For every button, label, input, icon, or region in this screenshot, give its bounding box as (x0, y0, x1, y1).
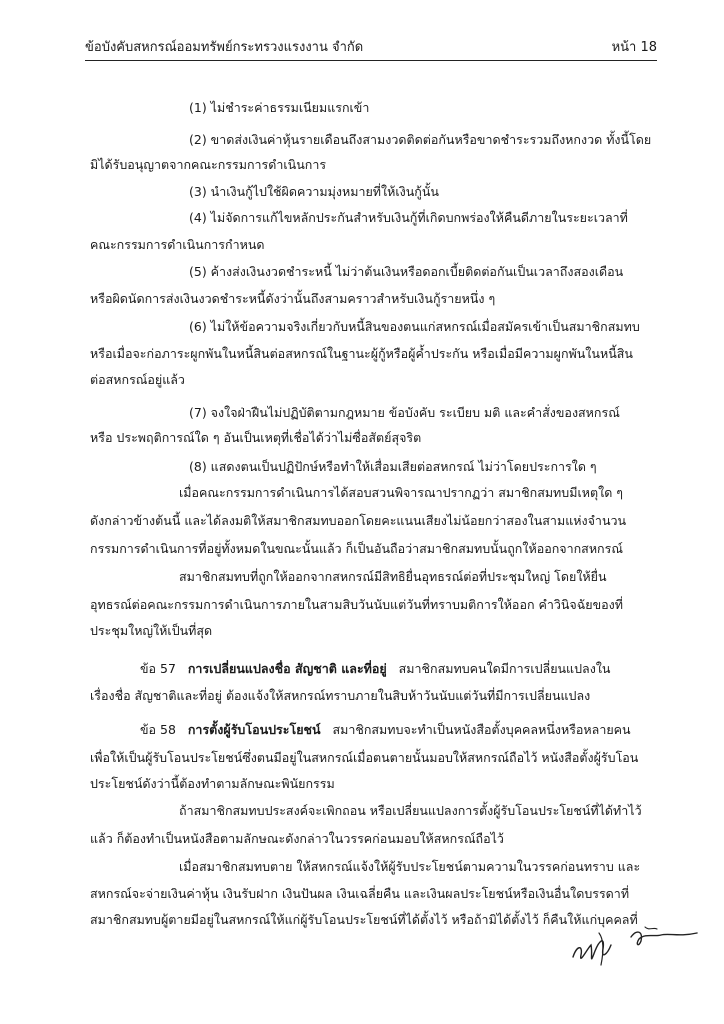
article-number: ข้อ 57 (140, 661, 176, 676)
page-number: หน้า 18 (611, 40, 657, 55)
article-text: สมาชิกสมทบจะทำเป็นหนังสือตั้งบุคคลหนึ่งหรือหลายคน (332, 722, 631, 737)
text-line (140, 721, 631, 739)
text-line: ต่อสหกรณ์อยู่แล้ว (90, 372, 185, 387)
article-heading: การตั้งผู้รับโอนประโยชน์ (187, 722, 321, 737)
page-header (85, 36, 657, 56)
text-line: (8) แสดงตนเป็นปฏิปักษ์หรือทำให้เสื่อมเสียต่อสหกรณ์ ไม่ว่าโดยประการใด ๆ (189, 459, 597, 474)
handwritten-signature (565, 915, 705, 975)
text-line: ดังกล่าวข้างต้นนี้ และได้ลงมติให้สมาชิกสมทบออกโดยคะแนนเสียงไม่น้อยกว่าสองในสามแห่งจำนวน (90, 513, 627, 528)
text-line: คณะกรรมการดำเนินการกำหนด (90, 237, 265, 252)
article-text: สมาชิกสมทบคนใดมีการเปลี่ยนแปลงใน (398, 661, 611, 676)
text-line: หรือ ประพฤติการณ์ใด ๆ อันเป็นเหตุที่เชื่อได้ว่าไม่ซื่อสัตย์สุจริต (90, 430, 422, 445)
text-line: เมื่อสมาชิกสมทบตาย ให้สหกรณ์แจ้งให้ผู้รับประโยชน์ตามความในวรรคก่อนทราบ และ (179, 859, 641, 874)
text-line: (7) จงใจฝ่าฝืนไม่ปฏิบัติตามกฎหมาย ข้อบังคับ ระเบียบ มติ และคำสั่งของสหกรณ์ (189, 405, 620, 420)
text-line: (4) ไม่จัดการแก้ไขหลักประกันสำหรับเงินกู้ที่เกิดบกพร่องให้คืนดีภายในระยะเวลาที่ (189, 210, 628, 225)
text-line: เพื่อให้เป็นผู้รับโอนประโยชน์ซึ่งตนมีอยู่ในสหกรณ์เมื่อตนตายนั้นมอบให้สหกรณ์ถือไว้ หนังสือตั้งผู้รับโอน (90, 750, 639, 765)
text-line: สมาชิกสมทบที่ถูกให้ออกจากสหกรณ์มีสิทธิยื่นอุทธรณ์ต่อที่ประชุมใหญ่ โดยให้ยื่น (179, 569, 607, 584)
text-line: (3) นำเงินกู้ไปใช้ผิดความมุ่งหมายที่ให้เงินกู้นั้น (189, 184, 439, 199)
text-line: เมื่อคณะกรรมการดำเนินการได้สอบสวนพิจารณาปรากฏว่า สมาชิกสมทบมีเหตุใด ๆ (179, 485, 624, 500)
text-line: (5) ค้างส่งเงินงวดชำระหนี้ ไม่ว่าต้นเงินหรือดอกเบี้ยติดต่อกันเป็นเวลาถึงสองเดือน (189, 264, 624, 279)
text-line: (2) ขาดส่งเงินค่าหุ้นรายเดือนถึงสามงวดติดต่อกันหรือขาดชำระรวมถึงหกงวด ทั้งนี้โดย (189, 132, 652, 147)
article-number: ข้อ 58 (140, 722, 176, 737)
text-line: หรือผิดนัดการส่งเงินงวดชำระหนี้ดังว่านั้นถึงสามคราวสำหรับเงินกู้รายหนึ่ง ๆ (90, 291, 496, 306)
text-line: แล้ว ก็ต้องทำเป็นหนังสือตามลักษณะดังกล่าวในวรรคก่อนมอบให้สหกรณ์ถือไว้ (90, 831, 504, 846)
text-line: ประชุมใหญ่ให้เป็นที่สุด (90, 623, 213, 638)
text-line: กรรมการดำเนินการที่อยู่ทั้งหมดในขณะนั้นแล้ว ก็เป็นอันถือว่าสมาชิกสมทบนั้นถูกให้ออกจากสหกรณ์ (90, 541, 623, 556)
text-line: (6) ไม่ให้ข้อความจริงเกี่ยวกับหนี้สินของตนแก่สหกรณ์เมื่อสมัครเข้าเป็นสมาชิกสมทบ (189, 319, 640, 334)
text-line: หรือเมื่อจะก่อภาระผูกพันในหนี้สินต่อสหกรณ์ในฐานะผู้กู้หรือผู้ค้ำประกัน หรือเมื่อมีความผูกพันในหนี้สิน (90, 346, 633, 361)
text-line (140, 660, 610, 678)
document-title: ข้อบังคับสหกรณ์ออมทรัพย์กระทรวงแรงงาน จำกัด (85, 40, 364, 55)
text-line: เรื่องชื่อ สัญชาติและที่อยู่ ต้องแจ้งให้สหกรณ์ทราบภายในสิบห้าวันนับแต่วันที่มีการเปลี่ยนแปลง (90, 688, 591, 703)
text-line: ถ้าสมาชิกสมทบประสงค์จะเพิกถอน หรือเปลี่ยนแปลงการตั้งผู้รับโอนประโยชน์ที่ได้ทำไว้ (179, 803, 642, 818)
text-line: ประโยชน์ดังว่านี้ต้องทำตามลักษณะพินัยกรรม (90, 776, 335, 791)
text-line: มิได้รับอนุญาตจากคณะกรรมการดำเนินการ (90, 157, 327, 172)
text-line: อุทธรณ์ต่อคณะกรรมการดำเนินการภายในสามสิบวันนับแต่วันที่ทราบมติการให้ออก คำวินิจฉัยของที่ (90, 597, 623, 612)
text-line: สมาชิกสมทบผู้ตายมีอยู่ในสหกรณ์ให้แก่ผู้รับโอนประโยชน์ที่ได้ตั้งไว้ หรือถ้ามิได้ตั้งไว้ ก็คืนให้แก่บุคคลที่ (90, 912, 638, 927)
text-line: สหกรณ์จะจ่ายเงินค่าหุ้น เงินรับฝาก เงินปันผล เงินเฉลี่ยคืน และเงินผลประโยชน์หรือเงินอื่นใดบรรดาที่ (90, 886, 630, 901)
header-divider (85, 60, 657, 61)
text-line: (1) ไม่ชำระค่าธรรมเนียมแรกเข้า (189, 100, 370, 115)
article-heading: การเปลี่ยนแปลงชื่อ สัญชาติ และที่อยู่ (187, 661, 387, 676)
